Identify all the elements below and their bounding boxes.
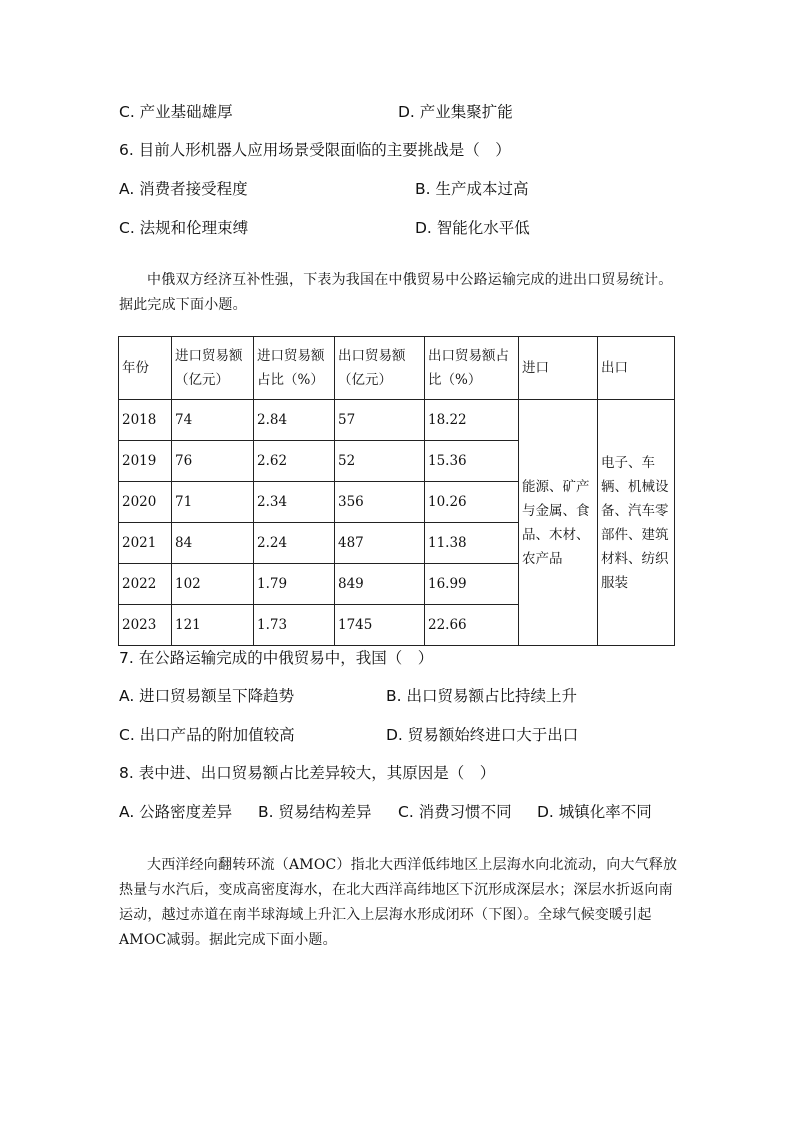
cell-export-share: 11.38 (425, 523, 519, 564)
q5-option-d: D. 产业集聚扩能 (398, 103, 513, 121)
q7-stem: 7. 在公路运输完成的中俄贸易中，我国（ ） (119, 649, 434, 667)
header-year: 年份 (119, 337, 172, 400)
q7-option-c: C. 出口产品的附加值较高 (119, 726, 295, 744)
cell-year: 2020 (119, 482, 172, 523)
passage-trade-intro: 中俄双方经济互补性强，下表为我国在中俄贸易中公路运输完成的进出口贸易统计。据此完成下面小题。 (119, 272, 673, 313)
cell-year: 2021 (119, 523, 172, 564)
cell-import-share: 2.34 (254, 482, 335, 523)
cell-import-amount: 121 (172, 605, 254, 646)
q7-option-a: A. 进口贸易额呈下降趋势 (119, 687, 295, 705)
q7-option-d: D. 贸易额始终进口大于出口 (386, 726, 579, 744)
cell-export-share: 16.99 (425, 564, 519, 605)
q7-option-b: B. 出口贸易额占比持续上升 (386, 687, 577, 705)
import-goods-cell: 能源、矿产与金属、食品、木材、农产品 (519, 400, 598, 646)
q6-stem: 6. 目前人形机器人应用场景受限面临的主要挑战是（ ） (119, 141, 511, 159)
q8-option-d: D. 城镇化率不同 (537, 803, 652, 821)
cell-import-amount: 74 (172, 400, 254, 441)
q8-option-a: A. 公路密度差异 (119, 803, 233, 821)
cell-export-amount: 1745 (335, 605, 425, 646)
cell-export-amount: 487 (335, 523, 425, 564)
cell-import-share: 2.84 (254, 400, 335, 441)
table-row (119, 400, 675, 441)
cell-export-amount: 57 (335, 400, 425, 441)
cell-export-share: 22.66 (425, 605, 519, 646)
q6-option-b: B. 生产成本过高 (415, 180, 529, 198)
passage-amoc: 大西洋经向翻转环流（AMOC）指北大西洋低纬地区上层海水向北流动，向大气释放热量与水汽后，变成高密度海水，在北大西洋高纬地区下沉形成深层水；深层水折返向南运动，越过赤道在南半球海域上升汇入上层海水形成闭环（下图）。全球气候变暖引起AMOC减弱。据此完成下面小题。 (119, 857, 678, 948)
header-import-goods: 进口 (519, 337, 598, 400)
cell-year: 2022 (119, 564, 172, 605)
cell-year: 2023 (119, 605, 172, 646)
header-import-share: 进口贸易额占比（%） (254, 337, 335, 400)
cell-import-amount: 71 (172, 482, 254, 523)
trade-table (118, 336, 675, 646)
header-import-amount: 进口贸易额（亿元） (172, 337, 254, 400)
cell-import-share: 1.79 (254, 564, 335, 605)
table-header-row (119, 337, 675, 400)
cell-export-amount: 849 (335, 564, 425, 605)
cell-import-share: 2.24 (254, 523, 335, 564)
q8-option-b: B. 贸易结构差异 (258, 803, 372, 821)
cell-export-share: 15.36 (425, 441, 519, 482)
q6-option-d: D. 智能化水平低 (415, 219, 530, 237)
cell-import-share: 2.62 (254, 441, 335, 482)
q8-stem: 8. 表中进、出口贸易额占比差异较大，其原因是（ ） (119, 764, 496, 782)
q6-option-a: A. 消费者接受程度 (119, 180, 248, 198)
q8-option-c: C. 消费习惯不同 (398, 803, 512, 821)
cell-year: 2019 (119, 441, 172, 482)
header-export-amount: 出口贸易额（亿元） (335, 337, 425, 400)
cell-import-amount: 102 (172, 564, 254, 605)
cell-import-amount: 84 (172, 523, 254, 564)
export-goods-cell: 电子、车辆、机械设备、汽车零部件、建筑材料、纺织服装 (598, 400, 675, 646)
cell-export-amount: 52 (335, 441, 425, 482)
q6-option-c: C. 法规和伦理束缚 (119, 219, 249, 237)
cell-export-share: 18.22 (425, 400, 519, 441)
cell-import-amount: 76 (172, 441, 254, 482)
header-export-goods: 出口 (598, 337, 675, 400)
header-export-share: 出口贸易额占比（%） (425, 337, 519, 400)
q5-option-c: C. 产业基础雄厚 (119, 103, 233, 121)
cell-export-share: 10.26 (425, 482, 519, 523)
cell-year: 2018 (119, 400, 172, 441)
cell-export-amount: 356 (335, 482, 425, 523)
cell-import-share: 1.73 (254, 605, 335, 646)
